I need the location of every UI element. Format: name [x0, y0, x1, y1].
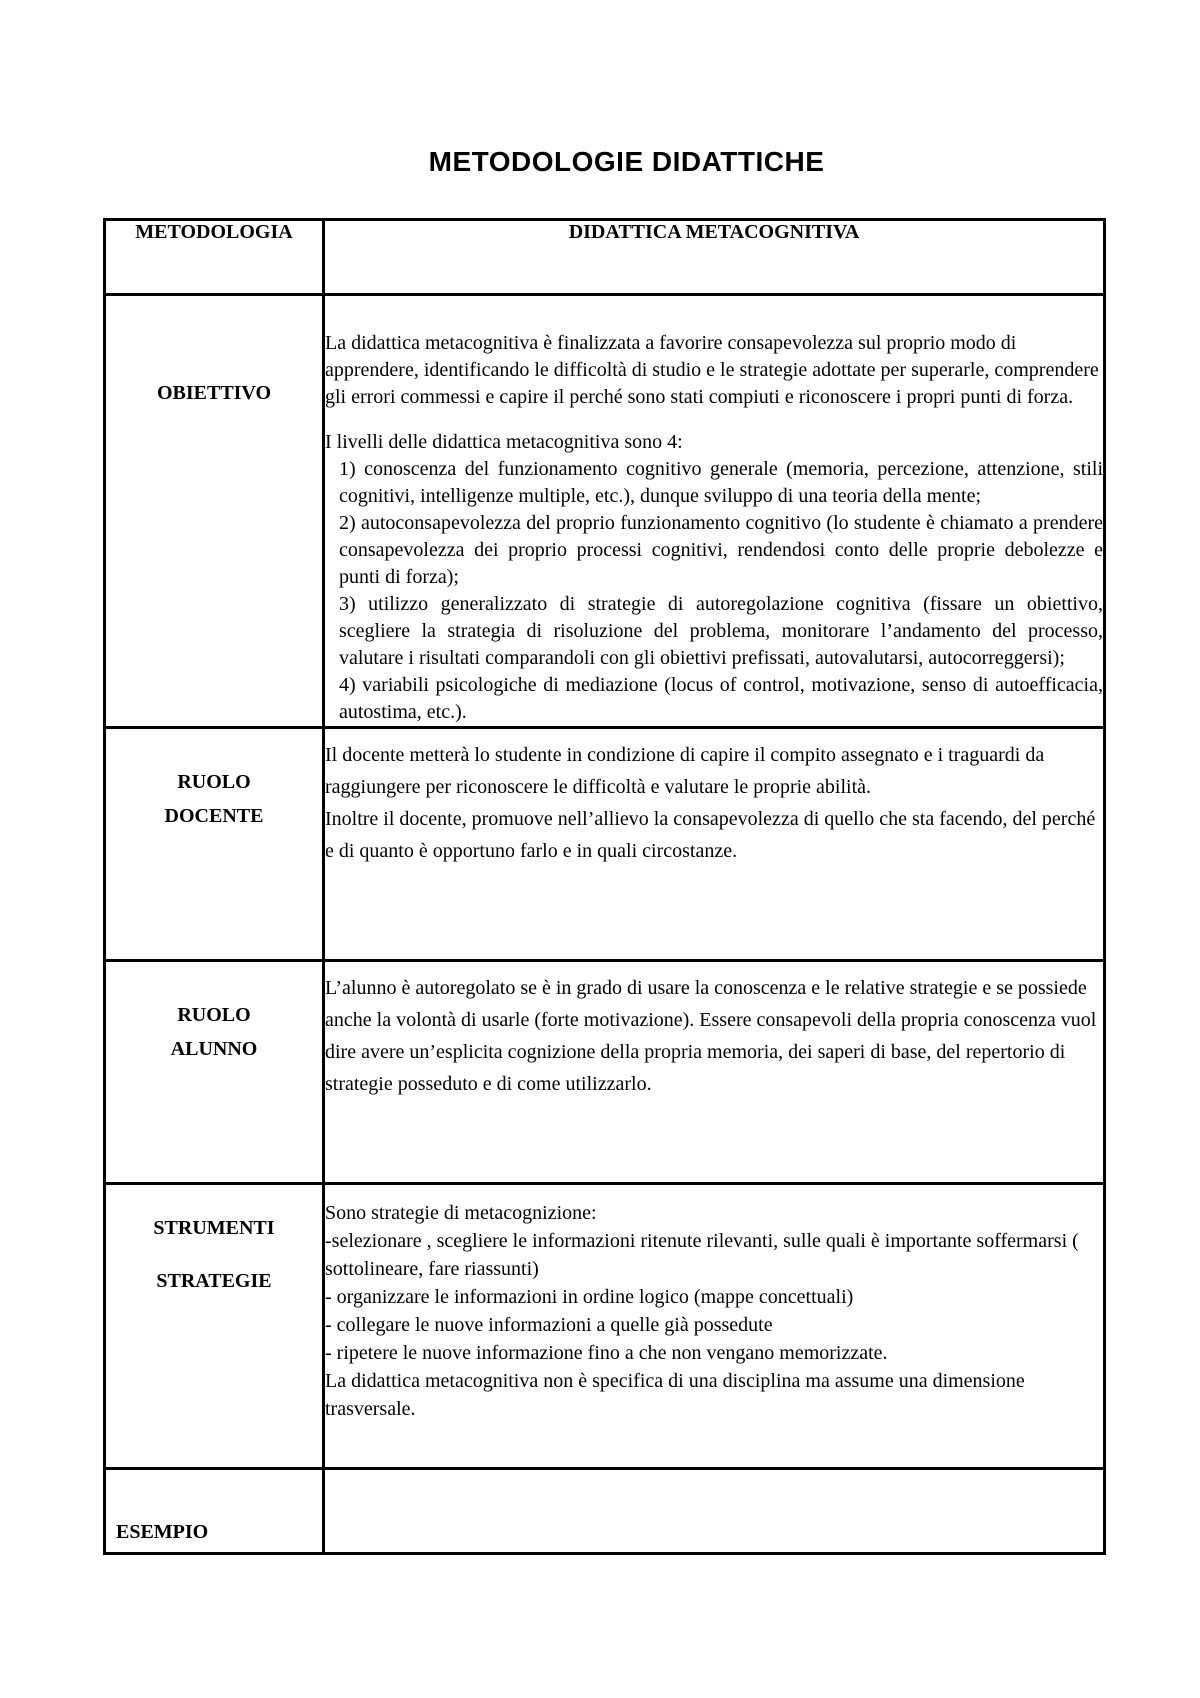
ruolo-docente-label-line2: DOCENTE — [164, 805, 264, 827]
list-item: La didattica metacognitiva non è specifica di una disciplina ma assume una dimensione trasversale. — [325, 1370, 1025, 1420]
obiettivo-intro: La didattica metacognitiva è finalizzata a favorire consapevolezza sul proprio modo di apprendere, identificando le difficoltà di studio e le strategie adottate per superarle, comprendere gli errori commessi e capire il perché sono stati compiuti e riconoscere i propri punti di forza. — [325, 332, 1099, 408]
header-methodology-label: METODOLOGIA — [105, 220, 324, 295]
table-row-strumenti — [105, 1184, 1105, 1469]
strumenti-label — [105, 1184, 324, 1469]
obiettivo-label: OBIETTIVO — [105, 295, 324, 728]
list-item: 2) autoconsapevolezza del proprio funzionamento cognitivo (lo studente è chiamato a prendere consapevolezza dei proprio processi cognitivi, rendendosi conto delle proprie debolezze e punti di forza); — [339, 512, 1103, 588]
table-row-obiettivo — [105, 295, 1105, 728]
ruolo-docente-label-line1: RUOLO — [177, 771, 251, 793]
levels-intro: I livelli delle didattica metacognitiva sono 4: — [325, 431, 683, 453]
ruolo-alunno-text: L’alunno è autoregolato se è in grado di usare la conoscenza e le relative strategie e se possiede anche la volontà di usarle (forte motivazione). Essere consapevoli della propria conoscenza vuol dire avere un’esplicita cognizione della propria memoria, dei saperi di base, del repertorio di strategie posseduto e di come utilizzarlo. — [325, 977, 1097, 1095]
ruolo-docente-label — [105, 728, 324, 961]
levels-list — [325, 456, 1103, 726]
table-row-ruolo-docente — [105, 728, 1105, 961]
strumenti-label-line2: STRATEGIE — [156, 1270, 272, 1292]
table-row-ruolo-alunno — [105, 961, 1105, 1184]
methodology-table — [103, 218, 1106, 1555]
list-item: -selezionare , scegliere le informazioni ritenute rilevanti, sulle quali è importante soffermarsi ( sottolineare, fare riassunti) — [325, 1230, 1079, 1280]
table-row-esempio — [105, 1469, 1105, 1554]
list-item: 1) conoscenza del funzionamento cognitivo generale (memoria, percezione, attenzione, stili cognitivi, intelligenze multiple, etc.), dunque sviluppo di una teoria della mente; — [339, 458, 1103, 507]
ruolo-alunno-label-line1: RUOLO — [177, 1004, 251, 1026]
list-item: 4) variabili psicologiche di mediazione (locus of control, motivazione, senso di autoefficacia, autostima, etc.). — [339, 674, 1103, 723]
list-item: - collegare le nuove informazioni a quelle già possedute — [325, 1314, 773, 1336]
page-title: METODOLOGIE DIDATTICHE — [428, 146, 825, 177]
obiettivo-content — [324, 295, 1105, 728]
ruolo-alunno-label-line2: ALUNNO — [170, 1038, 258, 1060]
header-methodology-value: DIDATTICA METACOGNITIVA — [324, 220, 1105, 295]
table-header-row — [105, 220, 1105, 295]
esempio-label: ESEMPIO — [105, 1469, 324, 1554]
esempio-content — [324, 1469, 1105, 1554]
list-item: 3) utilizzo generalizzato di strategie di autoregolazione cognitiva (fissare un obiettivo, scegliere la strategia di risoluzione del problema, monitorare l’andamento del processo, valutare i risultati comparandoli con gli obiettivi prefissati, autovalutarsi, autocorreggersi); — [339, 593, 1103, 669]
ruolo-docente-content — [324, 728, 1105, 961]
ruolo-docente-text1: Il docente metterà lo studente in condizione di capire il compito assegnato e i traguardi da raggiungere per riconoscere le difficoltà e valutare le proprie abilità. — [325, 744, 1045, 798]
strumenti-content — [324, 1184, 1105, 1469]
list-item: - organizzare le informazioni in ordine logico (mappe concettuali) — [325, 1286, 854, 1308]
list-item: Sono strategie di metacognizione: — [325, 1202, 597, 1224]
strumenti-label-line1: STRUMENTI — [153, 1217, 275, 1239]
ruolo-docente-text2: Inoltre il docente, promuove nell’allievo la consapevolezza di quello che sta facendo, del perché e di quanto è opportuno farlo e in quali circostanze. — [325, 808, 1096, 862]
list-item: - ripetere le nuove informazione fino a che non vengano memorizzate. — [325, 1342, 888, 1364]
ruolo-alunno-content — [324, 961, 1105, 1184]
ruolo-alunno-label — [105, 961, 324, 1184]
